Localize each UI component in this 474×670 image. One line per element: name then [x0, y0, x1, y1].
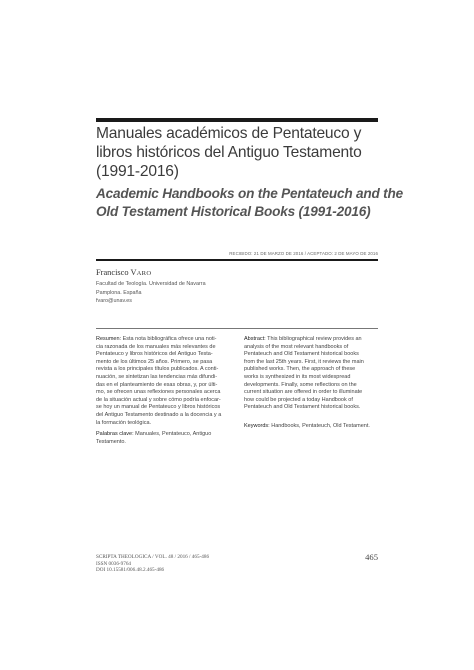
- resumen-column: [96, 336, 230, 446]
- middle-rule: [96, 259, 378, 261]
- title-line: libros históricos del Antiguo Testamento: [96, 144, 362, 161]
- author-surname-rest: ARO: [136, 270, 152, 277]
- resumen-line: mo, se ofrecen unas reflexiones personales acerca: [96, 389, 221, 396]
- palabras-clave-label: Palabras clave:: [96, 431, 134, 438]
- palabras-clave-text: Manuales, Pentateuco, Antiguo: [133, 431, 212, 438]
- author-location: Pamplona. España: [96, 289, 142, 296]
- abstract-line: current situation are offered in order to illuminate: [244, 389, 363, 396]
- article-title: [96, 124, 378, 181]
- separator-rule: [96, 328, 378, 329]
- resumen-line: cia razonada de los manuales más relevantes de: [96, 343, 216, 350]
- abstract-column: [244, 336, 378, 431]
- resumen-text: Esta nota bibliográfica ofrece una noti-: [121, 336, 217, 342]
- abstract-line: analysis of the most relevant handbooks of: [244, 343, 349, 350]
- resumen-line: Pentateuco y libros históricos del Antiguo Testa-: [96, 351, 213, 358]
- journal-citation: SCRIPTA THEOLOGICA / VOL. 48 / 2016 / 465-486: [96, 554, 210, 560]
- abstract-text: This bibliographical review provides an: [265, 336, 362, 342]
- resumen-line: [96, 336, 230, 344]
- resumen-line: nuación, se sintetizan las tendencias más difundi-: [96, 373, 218, 380]
- resumen-line: del Antiguo Testamento destinado a la docencia y a: [96, 411, 222, 418]
- subtitle-line: Old Testament Historical Books (1991-2016): [96, 204, 371, 219]
- abstract-line: developments. Finally, some reflections on the: [244, 381, 357, 388]
- top-rule: [96, 118, 378, 122]
- author-surname-initial: V: [130, 268, 137, 277]
- resumen-line: revista a los principales títulos publicados. A conti-: [96, 366, 219, 373]
- keywords: [244, 423, 378, 431]
- keywords-line: [96, 431, 230, 439]
- article-subtitle: [96, 185, 403, 221]
- keywords-line: [244, 423, 378, 431]
- palabras-clave: [96, 431, 230, 446]
- keywords-label: Keywords:: [244, 422, 270, 429]
- abstract-line: works is synthesized in its most widespread: [244, 373, 351, 380]
- resumen-line: de la situación actual y sobre cómo podría enfocar-: [96, 396, 221, 403]
- abstract-line: [244, 336, 378, 344]
- author-name: [96, 267, 378, 280]
- keywords-text: Handbooks, Pentateuch, Old Testament.: [269, 422, 370, 429]
- resumen-line: se hoy un manual de Pentateuco y libros históricos: [96, 404, 221, 411]
- page-number: 465: [365, 552, 378, 562]
- author-first-name: Francisco: [96, 268, 131, 277]
- received-accepted-dates: RECIBIDO: 21 DE MARZO DE 2016 / ACEPTADO: 2 DE MAYO DE 2016: [229, 251, 378, 256]
- abstract-line: Pentateuch and Old Testament historical books: [244, 351, 359, 358]
- abstract-line: Pentateuch and Old Testament historical books.: [244, 404, 361, 411]
- author-affiliation: Facultad de Teología. Universidad de Navarra: [96, 281, 206, 287]
- title-line: (1991-2016): [96, 163, 179, 180]
- author-email: fvaro@unav.es: [96, 298, 132, 305]
- journal-footer: [96, 554, 378, 574]
- subtitle-line: Academic Handbooks on the Pentateuch and the: [96, 186, 403, 201]
- keywords-line: Testamento.: [96, 438, 126, 445]
- issn: ISSN 0036-9764: [96, 560, 132, 567]
- doi: DOI 10.15581/006.48.2.465-486: [96, 567, 165, 574]
- title-line: Manuales académicos de Pentateuco y: [96, 125, 362, 142]
- resumen-line: la formación teológica.: [96, 419, 152, 426]
- abstract-line: published works. Then, the approach of these: [244, 366, 356, 373]
- resumen-line: das en el planteamiento de esas obras, y, por últi-: [96, 381, 218, 388]
- author-block: [96, 267, 378, 306]
- abstract-line: from the last 25th years. First, it reviews the main: [244, 358, 364, 365]
- resumen-label: Resumen:: [96, 336, 122, 342]
- resumen-line: mento de los últimos 25 años. Primero, se pasa: [96, 358, 213, 365]
- abstract-label: Abstract:: [244, 336, 266, 342]
- abstract-line: how could be projected a today Handbook of: [244, 396, 353, 403]
